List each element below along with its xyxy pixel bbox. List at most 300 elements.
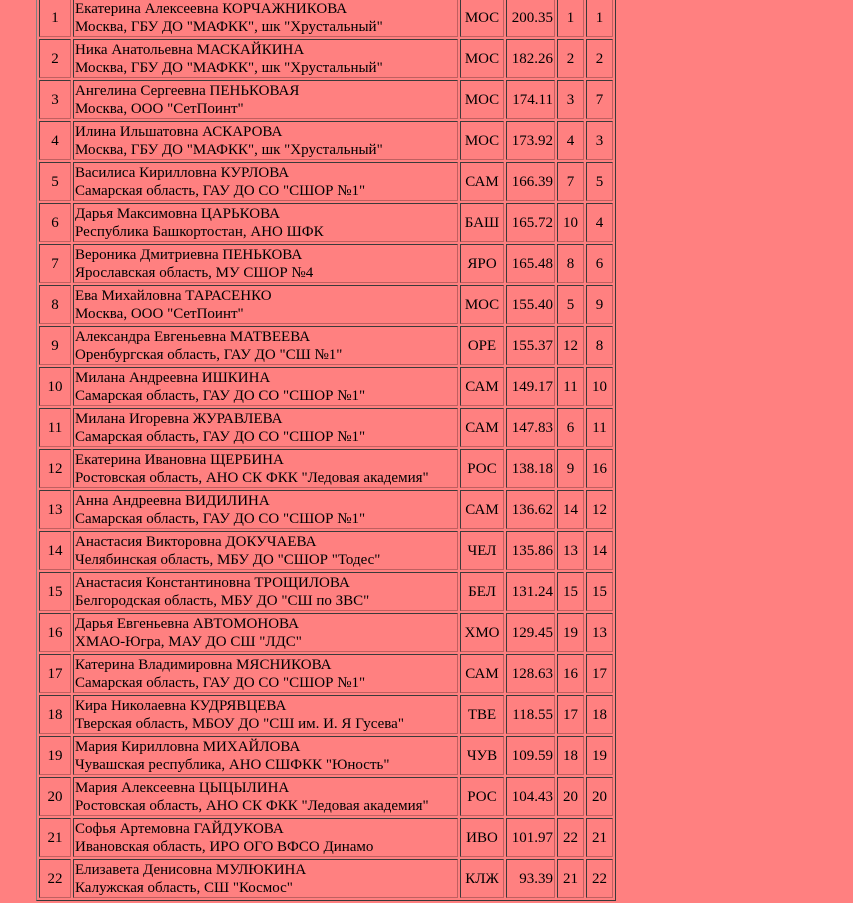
free-skating-place: 21 xyxy=(592,829,607,846)
short-program-place: 18 xyxy=(563,747,578,764)
free-skating-place-cell xyxy=(586,408,613,447)
short-program-place-cell xyxy=(557,39,584,78)
table-row xyxy=(39,818,613,857)
points-cell xyxy=(506,162,555,201)
region-code: САМ xyxy=(465,173,499,190)
short-program-place: 20 xyxy=(563,788,578,805)
free-skating-place: 3 xyxy=(595,132,604,149)
free-skating-place: 10 xyxy=(592,378,607,395)
skater-cell xyxy=(73,490,458,529)
place-cell xyxy=(39,162,71,201)
points-cell xyxy=(506,654,555,693)
skater-cell xyxy=(73,80,458,119)
place-text: 11 xyxy=(47,419,63,436)
total-points: 182.26 xyxy=(511,50,553,67)
short-program-place: 12 xyxy=(563,337,578,354)
free-skating-place: 8 xyxy=(595,337,604,354)
skater-name: Ника Анатольевна МАСКАЙКИНА xyxy=(75,41,305,58)
region-code-cell xyxy=(460,736,504,775)
total-points: 138.18 xyxy=(511,460,553,477)
short-program-place: 3 xyxy=(566,91,575,108)
free-skating-place-cell xyxy=(586,39,613,78)
place-text: 6 xyxy=(51,214,59,231)
free-skating-place-cell xyxy=(586,531,613,570)
free-skating-place: 19 xyxy=(592,747,607,764)
free-skating-place: 15 xyxy=(592,583,607,600)
region-code-cell xyxy=(460,654,504,693)
skater-club: Москва, ООО "СетПоинт" xyxy=(75,305,244,322)
skater-name: Дарья Максимовна ЦАРЬКОВА xyxy=(75,205,280,222)
free-skating-place-cell xyxy=(586,818,613,857)
total-points: 128.63 xyxy=(511,665,553,682)
table-row xyxy=(39,39,613,78)
free-skating-place: 6 xyxy=(595,255,604,272)
region-code-cell xyxy=(460,285,504,324)
skater-club: Москва, ГБУ ДО "МАФКК", шк "Хрустальный" xyxy=(75,18,383,35)
points-cell xyxy=(506,121,555,160)
table-row xyxy=(39,162,613,201)
results-table xyxy=(36,0,616,901)
total-points: 174.11 xyxy=(512,91,553,108)
table-row xyxy=(39,449,613,488)
skater-club: Ростовская область, АНО СК ФКК "Ледовая академия" xyxy=(75,797,429,814)
place-cell xyxy=(39,326,71,365)
region-code: МОС xyxy=(464,132,500,149)
results-table-body xyxy=(39,0,613,898)
skater-name: Анастасия Викторовна ДОКУЧАЕВА xyxy=(75,533,317,550)
points-cell xyxy=(506,408,555,447)
short-program-place: 10 xyxy=(563,214,578,231)
region-code: БАШ xyxy=(464,214,500,231)
region-code-cell xyxy=(460,203,504,242)
short-program-place-cell xyxy=(557,408,584,447)
total-points: 166.39 xyxy=(511,173,553,190)
place-text: 22 xyxy=(47,870,63,887)
short-program-place-cell xyxy=(557,285,584,324)
short-program-place-cell xyxy=(557,0,584,37)
place-cell xyxy=(39,244,71,283)
table-row xyxy=(39,695,613,734)
free-skating-place-cell xyxy=(586,0,613,37)
region-code: РОС xyxy=(467,788,497,805)
place-cell xyxy=(39,80,71,119)
table-row xyxy=(39,408,613,447)
short-program-place: 11 xyxy=(563,378,578,395)
points-cell xyxy=(506,449,555,488)
total-points: 135.86 xyxy=(511,542,553,559)
total-points: 136.62 xyxy=(511,501,553,518)
free-skating-place: 12 xyxy=(592,501,607,518)
skater-cell xyxy=(73,654,458,693)
place-text: 12 xyxy=(47,460,63,477)
total-points: 155.40 xyxy=(511,296,553,313)
skater-cell xyxy=(73,0,458,37)
table-row xyxy=(39,654,613,693)
short-program-place-cell xyxy=(557,777,584,816)
place-text: 19 xyxy=(47,747,63,764)
short-program-place: 21 xyxy=(563,870,578,887)
place-text: 16 xyxy=(47,624,63,641)
table-row xyxy=(39,572,613,611)
region-code: САМ xyxy=(465,501,499,518)
region-code-cell xyxy=(460,777,504,816)
skater-name: Анна Андреевна ВИДИЛИНА xyxy=(75,492,270,509)
skater-cell xyxy=(73,367,458,406)
skater-club: Ярославская область, МУ СШОР №4 xyxy=(75,264,314,281)
skater-name: Екатерина Ивановна ЩЕРБИНА xyxy=(75,451,284,468)
place-cell xyxy=(39,818,71,857)
region-code-cell xyxy=(460,572,504,611)
region-code-cell xyxy=(460,367,504,406)
place-text: 7 xyxy=(51,255,59,272)
place-text: 13 xyxy=(47,501,63,518)
place-cell xyxy=(39,859,71,898)
short-program-place: 5 xyxy=(566,296,575,313)
region-code-cell xyxy=(460,326,504,365)
short-program-place-cell xyxy=(557,203,584,242)
short-program-place-cell xyxy=(557,367,584,406)
skater-cell xyxy=(73,613,458,652)
free-skating-place-cell xyxy=(586,859,613,898)
skater-name: Мария Кирилловна МИХАЙЛОВА xyxy=(75,738,301,755)
total-points: 101.97 xyxy=(511,829,553,846)
free-skating-place-cell xyxy=(586,490,613,529)
table-row xyxy=(39,326,613,365)
skater-club: Самарская область, ГАУ ДО СО "СШОР №1" xyxy=(75,387,366,404)
region-code: ИВО xyxy=(466,829,498,846)
place-cell xyxy=(39,695,71,734)
region-code: ХМО xyxy=(464,624,500,641)
points-cell xyxy=(506,326,555,365)
skater-club: Белгородская область, МБУ ДО "СШ по ЗВС" xyxy=(75,592,370,609)
skater-name: Александра Евгеньевна МАТВЕЕВА xyxy=(75,328,311,345)
skater-cell xyxy=(73,818,458,857)
short-program-place-cell xyxy=(557,613,584,652)
place-text: 20 xyxy=(47,788,63,805)
short-program-place-cell xyxy=(557,736,584,775)
short-program-place-cell xyxy=(557,859,584,898)
table-row xyxy=(39,736,613,775)
short-program-place-cell xyxy=(557,80,584,119)
region-code-cell xyxy=(460,0,504,37)
place-cell xyxy=(39,531,71,570)
place-text: 3 xyxy=(51,91,59,108)
right-margin xyxy=(614,0,853,903)
place-text: 4 xyxy=(51,132,59,149)
short-program-place: 4 xyxy=(566,132,575,149)
skater-name: Софья Артемовна ГАЙДУКОВА xyxy=(75,820,284,837)
place-cell xyxy=(39,203,71,242)
short-program-place: 7 xyxy=(566,173,575,190)
skater-cell xyxy=(73,39,458,78)
total-points: 165.72 xyxy=(511,214,553,231)
skater-name: Ева Михайловна ТАРАСЕНКО xyxy=(75,287,272,304)
free-skating-place: 4 xyxy=(595,214,604,231)
place-text: 2 xyxy=(51,50,59,67)
points-cell xyxy=(506,80,555,119)
points-cell xyxy=(506,285,555,324)
table-row xyxy=(39,285,613,324)
free-skating-place: 18 xyxy=(592,706,607,723)
skater-club: Самарская область, ГАУ ДО СО "СШОР №1" xyxy=(75,510,366,527)
skater-club: Тверская область, МБОУ ДО "СШ им. И. Я Гусева" xyxy=(75,715,404,732)
skater-cell xyxy=(73,859,458,898)
total-points: 131.24 xyxy=(511,583,553,600)
skater-club: Самарская область, ГАУ ДО СО "СШОР №1" xyxy=(75,674,366,691)
table-row xyxy=(39,121,613,160)
region-code: ЧЕЛ xyxy=(467,542,497,559)
skater-name: Вероника Дмитриевна ПЕНЬКОВА xyxy=(75,246,303,263)
skater-name: Анастасия Константиновна ТРОЩИЛОВА xyxy=(75,574,350,591)
free-skating-place-cell xyxy=(586,572,613,611)
short-program-place-cell xyxy=(557,695,584,734)
free-skating-place: 16 xyxy=(592,460,607,477)
region-code-cell xyxy=(460,818,504,857)
place-text: 9 xyxy=(51,337,59,354)
skater-club: Самарская область, ГАУ ДО СО "СШОР №1" xyxy=(75,428,366,445)
left-margin xyxy=(0,0,36,903)
place-text: 17 xyxy=(47,665,63,682)
skater-club: Республика Башкортостан, АНО ШФК xyxy=(75,223,324,240)
free-skating-place-cell xyxy=(586,121,613,160)
total-points: 93.39 xyxy=(519,870,553,887)
short-program-place-cell xyxy=(557,326,584,365)
free-skating-place-cell xyxy=(586,695,613,734)
place-cell xyxy=(39,572,71,611)
place-text: 18 xyxy=(47,706,63,723)
short-program-place-cell xyxy=(557,490,584,529)
free-skating-place-cell xyxy=(586,162,613,201)
short-program-place: 15 xyxy=(563,583,578,600)
free-skating-place-cell xyxy=(586,449,613,488)
short-program-place-cell xyxy=(557,162,584,201)
skater-cell xyxy=(73,777,458,816)
short-program-place-cell xyxy=(557,818,584,857)
total-points: 200.35 xyxy=(511,9,553,26)
skater-club: Ростовская область, АНО СК ФКК "Ледовая академия" xyxy=(75,469,429,486)
skater-cell xyxy=(73,121,458,160)
free-skating-place-cell xyxy=(586,203,613,242)
short-program-place-cell xyxy=(557,244,584,283)
region-code-cell xyxy=(460,490,504,529)
place-text: 1 xyxy=(51,9,59,26)
short-program-place-cell xyxy=(557,531,584,570)
place-cell xyxy=(39,367,71,406)
place-cell xyxy=(39,121,71,160)
short-program-place: 16 xyxy=(563,665,578,682)
region-code-cell xyxy=(460,695,504,734)
skater-club: Чувашская республика, АНО СШФКК "Юность" xyxy=(75,756,390,773)
skater-cell xyxy=(73,326,458,365)
place-cell xyxy=(39,490,71,529)
table-row xyxy=(39,80,613,119)
region-code: МОС xyxy=(464,296,500,313)
skater-club: Ивановская область, ИРО ОГО ВФСО Динамо xyxy=(75,838,374,855)
region-code: БЕЛ xyxy=(468,583,496,600)
short-program-place: 13 xyxy=(563,542,578,559)
free-skating-place: 2 xyxy=(595,50,604,67)
total-points: 173.92 xyxy=(511,132,553,149)
skater-club: Самарская область, ГАУ ДО СО "СШОР №1" xyxy=(75,182,366,199)
short-program-place-cell xyxy=(557,572,584,611)
place-text: 15 xyxy=(47,583,63,600)
free-skating-place-cell xyxy=(586,777,613,816)
table-row xyxy=(39,490,613,529)
skater-cell xyxy=(73,572,458,611)
skater-club: Москва, ГБУ ДО "МАФКК", шк "Хрустальный" xyxy=(75,59,383,76)
points-cell xyxy=(506,490,555,529)
free-skating-place-cell xyxy=(586,285,613,324)
place-cell xyxy=(39,777,71,816)
skater-club: ХМАО-Югра, МАУ ДО СШ "ЛДС" xyxy=(75,633,302,650)
skater-name: Василиса Кирилловна КУРЛОВА xyxy=(75,164,290,181)
skater-cell xyxy=(73,203,458,242)
short-program-place-cell xyxy=(557,449,584,488)
skater-club: Оренбургская область, ГАУ ДО "СШ №1" xyxy=(75,346,343,363)
free-skating-place: 5 xyxy=(595,173,604,190)
total-points: 155.37 xyxy=(511,337,553,354)
free-skating-place-cell xyxy=(586,736,613,775)
region-code-cell xyxy=(460,39,504,78)
short-program-place: 14 xyxy=(563,501,578,518)
region-code-cell xyxy=(460,859,504,898)
free-skating-place: 20 xyxy=(592,788,607,805)
free-skating-place: 22 xyxy=(592,870,607,887)
free-skating-place-cell xyxy=(586,326,613,365)
table-row xyxy=(39,244,613,283)
free-skating-place: 17 xyxy=(592,665,607,682)
short-program-place: 9 xyxy=(566,460,575,477)
free-skating-place-cell xyxy=(586,367,613,406)
skater-cell xyxy=(73,244,458,283)
place-cell xyxy=(39,285,71,324)
place-cell xyxy=(39,449,71,488)
free-skating-place-cell xyxy=(586,613,613,652)
skater-cell xyxy=(73,695,458,734)
region-code-cell xyxy=(460,121,504,160)
region-code: САМ xyxy=(465,665,499,682)
skater-name: Елизавета Денисовна МУЛЮКИНА xyxy=(75,861,307,878)
skater-club: Челябинская область, МБУ ДО "СШОР "Тодес" xyxy=(75,551,381,568)
region-code: ЯРО xyxy=(467,255,497,272)
skater-cell xyxy=(73,408,458,447)
free-skating-place: 9 xyxy=(595,296,604,313)
place-cell xyxy=(39,408,71,447)
skater-cell xyxy=(73,449,458,488)
skater-name: Милана Игоревна ЖУРАВЛЕВА xyxy=(75,410,283,427)
skater-cell xyxy=(73,162,458,201)
table-row xyxy=(39,367,613,406)
points-cell xyxy=(506,777,555,816)
region-code: САМ xyxy=(465,419,499,436)
table-row xyxy=(39,531,613,570)
skater-name: Мария Алексеевна ЦЫЦЫЛИНА xyxy=(75,779,290,796)
total-points: 129.45 xyxy=(511,624,553,641)
region-code-cell xyxy=(460,613,504,652)
region-code-cell xyxy=(460,531,504,570)
short-program-place: 1 xyxy=(566,9,575,26)
short-program-place: 17 xyxy=(563,706,578,723)
total-points: 109.59 xyxy=(511,747,553,764)
points-cell xyxy=(506,0,555,37)
skater-cell xyxy=(73,736,458,775)
region-code-cell xyxy=(460,408,504,447)
table-row xyxy=(39,0,613,37)
points-cell xyxy=(506,572,555,611)
region-code: ЧУВ xyxy=(466,747,498,764)
skater-club: Москва, ООО "СетПоинт" xyxy=(75,100,244,117)
free-skating-place: 7 xyxy=(595,91,604,108)
short-program-place-cell xyxy=(557,654,584,693)
table-row xyxy=(39,203,613,242)
region-code-cell xyxy=(460,244,504,283)
short-program-place-cell xyxy=(557,121,584,160)
skater-club: Калужская область, СШ "Космос" xyxy=(75,879,293,896)
region-code: РОС xyxy=(467,460,497,477)
region-code: ТВЕ xyxy=(467,706,497,723)
points-cell xyxy=(506,367,555,406)
skater-cell xyxy=(73,285,458,324)
points-cell xyxy=(506,859,555,898)
free-skating-place: 13 xyxy=(592,624,607,641)
skater-name: Дарья Евгеньевна АВТОМОНОВА xyxy=(75,615,299,632)
table-row xyxy=(39,777,613,816)
points-cell xyxy=(506,203,555,242)
skater-club: Москва, ГБУ ДО "МАФКК", шк "Хрустальный" xyxy=(75,141,383,158)
total-points: 147.83 xyxy=(511,419,553,436)
place-text: 21 xyxy=(47,829,63,846)
region-code: МОС xyxy=(464,9,500,26)
total-points: 118.55 xyxy=(512,706,553,723)
region-code-cell xyxy=(460,80,504,119)
region-code: КЛЖ xyxy=(465,870,499,887)
free-skating-place: 11 xyxy=(592,419,607,436)
skater-name: Илина Ильшатовна АСКАРОВА xyxy=(75,123,283,140)
place-text: 5 xyxy=(51,173,59,190)
points-cell xyxy=(506,736,555,775)
region-code: МОС xyxy=(464,50,500,67)
total-points: 104.43 xyxy=(511,788,553,805)
short-program-place: 6 xyxy=(566,419,575,436)
free-skating-place-cell xyxy=(586,244,613,283)
short-program-place: 22 xyxy=(563,829,578,846)
free-skating-place: 14 xyxy=(592,542,607,559)
free-skating-place-cell xyxy=(586,654,613,693)
short-program-place: 2 xyxy=(566,50,575,67)
place-text: 8 xyxy=(51,296,59,313)
place-cell xyxy=(39,613,71,652)
skater-name: Екатерина Алексеевна КОРЧАЖНИКОВА xyxy=(75,0,348,17)
short-program-place: 19 xyxy=(563,624,578,641)
short-program-place: 8 xyxy=(566,255,575,272)
place-cell xyxy=(39,0,71,37)
points-cell xyxy=(506,818,555,857)
place-cell xyxy=(39,654,71,693)
free-skating-place: 1 xyxy=(595,9,604,26)
skater-name: Катерина Владимировна МЯСНИКОВА xyxy=(75,656,332,673)
region-code: САМ xyxy=(465,378,499,395)
skater-name: Милана Андреевна ИШКИНА xyxy=(75,369,271,386)
free-skating-place-cell xyxy=(586,80,613,119)
points-cell xyxy=(506,695,555,734)
skater-cell xyxy=(73,531,458,570)
skater-name: Кира Николаевна КУДРЯВЦЕВА xyxy=(75,697,287,714)
points-cell xyxy=(506,613,555,652)
points-cell xyxy=(506,244,555,283)
points-cell xyxy=(506,531,555,570)
skater-name: Ангелина Сергеевна ПЕНЬКОВАЯ xyxy=(75,82,300,99)
total-points: 165.48 xyxy=(511,255,553,272)
